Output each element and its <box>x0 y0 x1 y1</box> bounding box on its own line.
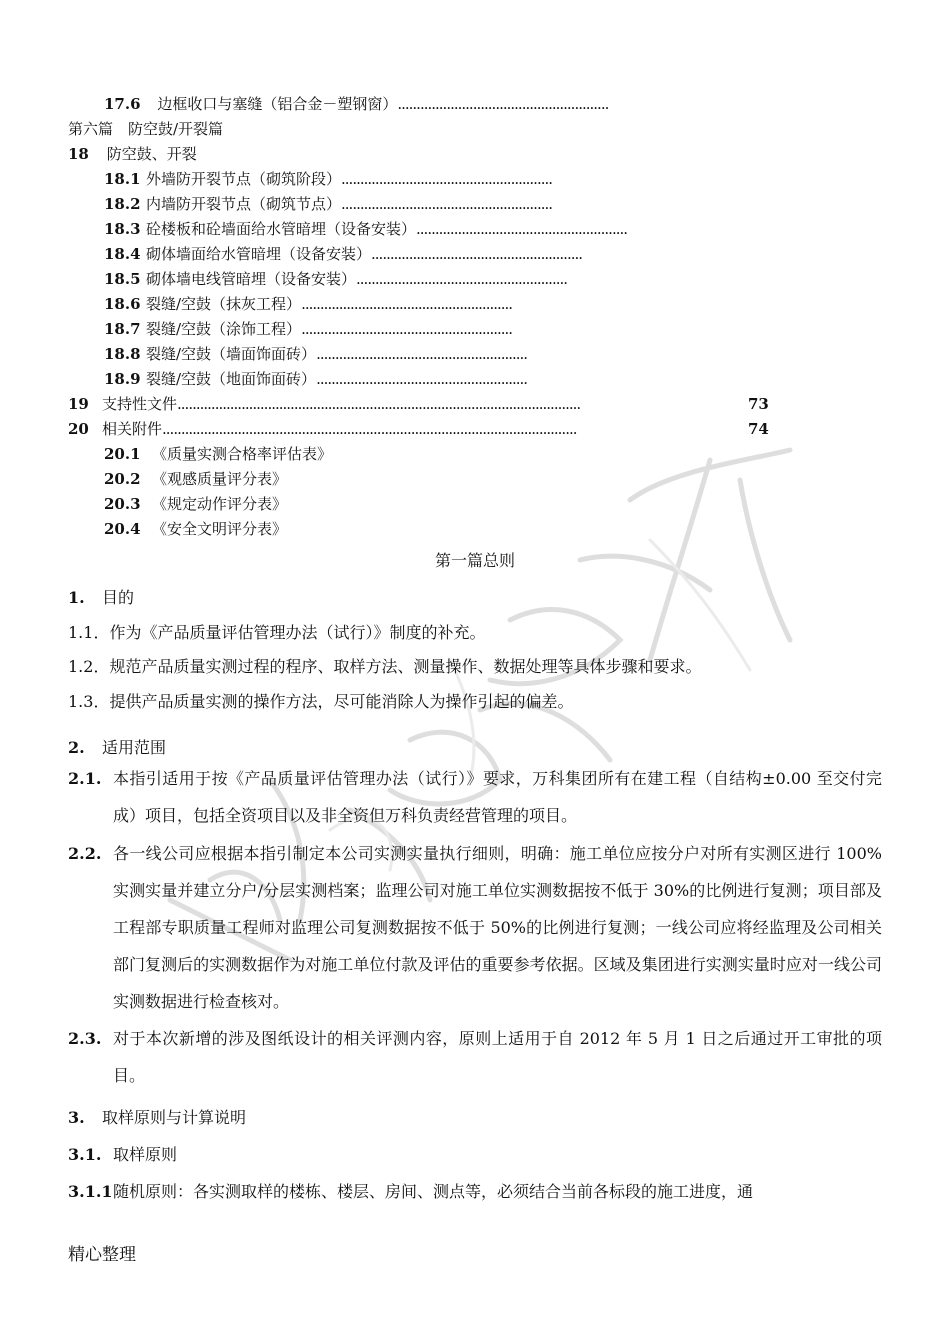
toc-number: 18 <box>68 145 89 163</box>
toc-leader: ........................................................ <box>397 95 609 113</box>
toc-leader: ........................................................ <box>301 320 513 338</box>
toc-leader: ........................................................ <box>316 345 528 363</box>
toc-title: 裂缝/空鼓（墙面饰面砖） <box>146 345 317 363</box>
toc-item-18[interactable] <box>68 144 197 164</box>
paragraph-number: 2.3. <box>68 1029 102 1048</box>
section-number: 3.1. <box>68 1145 102 1164</box>
paragraph-2-1 <box>68 760 882 834</box>
toc-number: 20 <box>68 420 89 438</box>
toc-title: 《安全文明评分表》 <box>152 520 288 538</box>
toc-item-18-4[interactable] <box>104 244 582 264</box>
toc-leader: .............................................................................................................. <box>162 420 577 438</box>
toc-item-18-1[interactable] <box>104 169 552 189</box>
toc-title: 裂缝/空鼓（涂饰工程） <box>146 320 302 338</box>
paragraph-number: 2.2. <box>68 844 102 863</box>
part-title: 第一篇总则 <box>434 551 515 570</box>
section-number: 2. <box>68 738 85 757</box>
toc-number: 20.4 <box>104 520 141 538</box>
section-2-heading <box>68 735 166 758</box>
paragraph-text: 各一线公司应根据本指引制定本公司实测实量执行细则，明确：施工单位应按分户对所有实测区进行 100%实测实量并建立分户/分层实测档案；监理公司对施工单位实测数据按不低于 30%的比例进行复测；项目部及工程部专职质量工程师对监理公司复测数据按不低于 50%的比例进行复测；一线公司应将经监理及公司相关部门复测后的实测数据作为对施工单位付款及评估的重要参考依据。区域及集团进行实测实量时应对一线公司实测数据进行检查核对。 <box>113 844 882 1011</box>
section-3-heading <box>68 1105 246 1128</box>
toc-part-6[interactable] <box>68 119 223 139</box>
toc-number: 18.2 <box>104 195 141 213</box>
toc-title: 支持性文件 <box>102 395 178 413</box>
toc-item-19[interactable] <box>68 394 768 414</box>
section-title: 取样原则 <box>113 1145 178 1164</box>
toc-item-18-6[interactable] <box>104 294 512 314</box>
toc-item-20-1[interactable] <box>104 444 332 464</box>
toc-leader: ........................................................................................................... <box>177 395 581 413</box>
paragraph-1-1: 1.1．作为《产品质量评估管理办法（试行）》制度的补充。 <box>68 623 486 642</box>
section-1-heading <box>68 585 134 608</box>
toc-title: 砌体墙电线管暗埋（设备安装） <box>146 270 357 288</box>
toc-item-18-8[interactable] <box>104 344 527 364</box>
toc-number: 18.3 <box>104 220 141 238</box>
toc-leader: ........................................................ <box>341 195 553 213</box>
toc-item-18-5[interactable] <box>104 269 567 289</box>
toc-leader: ........................................................ <box>341 170 553 188</box>
toc-number: 18.9 <box>104 370 141 388</box>
section-number: 3. <box>68 1108 85 1127</box>
toc-item-18-3[interactable] <box>104 219 627 239</box>
toc-number: 18.7 <box>104 320 141 338</box>
toc-title: 裂缝/空鼓（抹灰工程） <box>146 295 302 313</box>
toc-number: 20.2 <box>104 470 141 488</box>
toc-number: 20.1 <box>104 445 141 463</box>
section-title: 取样原则与计算说明 <box>102 1108 247 1127</box>
section-3-1-heading <box>68 1142 177 1165</box>
paragraph-number: 3.1.1 <box>68 1182 113 1201</box>
toc-item-20[interactable] <box>68 419 768 439</box>
toc-leader: ........................................................ <box>416 220 628 238</box>
toc-page-19: 73 <box>748 395 769 413</box>
section-title: 适用范围 <box>102 738 167 757</box>
toc-leader: ........................................................ <box>371 245 583 263</box>
toc-item-17-6[interactable] <box>104 94 608 114</box>
toc-title: 裂缝/空鼓（地面饰面砖） <box>146 370 317 388</box>
toc-title: 砼楼板和砼墙面给水管暗埋（设备安装） <box>146 220 417 238</box>
toc-page-20: 74 <box>748 420 769 438</box>
paragraph-2-3 <box>68 1020 882 1094</box>
toc-title: 内墙防开裂节点（砌筑节点） <box>146 195 342 213</box>
toc-title: 砌体墙面给水管暗埋（设备安装） <box>146 245 372 263</box>
toc-title: 外墙防开裂节点（砌筑阶段） <box>146 170 342 188</box>
paragraph-number: 2.1. <box>68 769 102 788</box>
paragraph-1-3: 1.3．提供产品质量实测的操作方法，尽可能消除人为操作引起的偏差。 <box>68 692 574 711</box>
toc-title: 《观感质量评分表》 <box>152 470 288 488</box>
toc-number: 18.6 <box>104 295 141 313</box>
toc-leader: ........................................................ <box>316 370 528 388</box>
toc-title: 防空鼓、开裂 <box>106 145 197 163</box>
toc-number: 18.5 <box>104 270 141 288</box>
toc-item-20-3[interactable] <box>104 494 287 514</box>
paragraph-text: 随机原则：各实测取样的楼栋、楼层、房间、测点等，必须结合当前各标段的施工进度，通 <box>113 1182 754 1201</box>
paragraph-1-2: 1.2．规范产品质量实测过程的程序、取样方法、测量操作、数据处理等具体步骤和要求。 <box>68 657 702 676</box>
toc-item-18-9[interactable] <box>104 369 527 389</box>
footer-text: 精心整理 <box>68 1245 136 1265</box>
paragraph-text: 本指引适用于按《产品质量评估管理办法（试行）》要求，万科集团所有在建工程（自结构±0.00 至交付完成）项目，包括全资项目以及非全资但万科负责经营管理的项目。 <box>113 769 882 825</box>
section-number: 1. <box>68 588 85 607</box>
toc-title: 《质量实测合格率评估表》 <box>152 445 333 463</box>
toc-part-title: 第六篇 防空鼓/开裂篇 <box>68 120 224 138</box>
toc-item-20-4[interactable] <box>104 519 287 539</box>
toc-leader: ........................................................ <box>301 295 513 313</box>
toc-title: 相关附件 <box>102 420 163 438</box>
toc-title: 边框收口与塞缝（铝合金－塑钢窗） <box>157 95 398 113</box>
toc-item-18-2[interactable] <box>104 194 552 214</box>
toc-number: 20.3 <box>104 495 141 513</box>
toc-leader: ........................................................ <box>356 270 568 288</box>
section-title: 目的 <box>102 588 135 607</box>
toc-number: 18.4 <box>104 245 141 263</box>
toc-number: 19 <box>68 395 89 413</box>
paragraph-3-1-1 <box>68 1179 882 1202</box>
toc-item-20-2[interactable] <box>104 469 287 489</box>
paragraph-text: 对于本次新增的涉及图纸设计的相关评测内容，原则上适用于自 2012 年 5 月 1 日之后通过开工审批的项目。 <box>113 1029 882 1085</box>
toc-number: 18.8 <box>104 345 141 363</box>
toc-item-18-7[interactable] <box>104 319 512 339</box>
paragraph-2-2 <box>68 835 882 1020</box>
toc-title: 《规定动作评分表》 <box>152 495 288 513</box>
toc-number: 17.6 <box>104 95 141 113</box>
toc-number: 18.1 <box>104 170 141 188</box>
